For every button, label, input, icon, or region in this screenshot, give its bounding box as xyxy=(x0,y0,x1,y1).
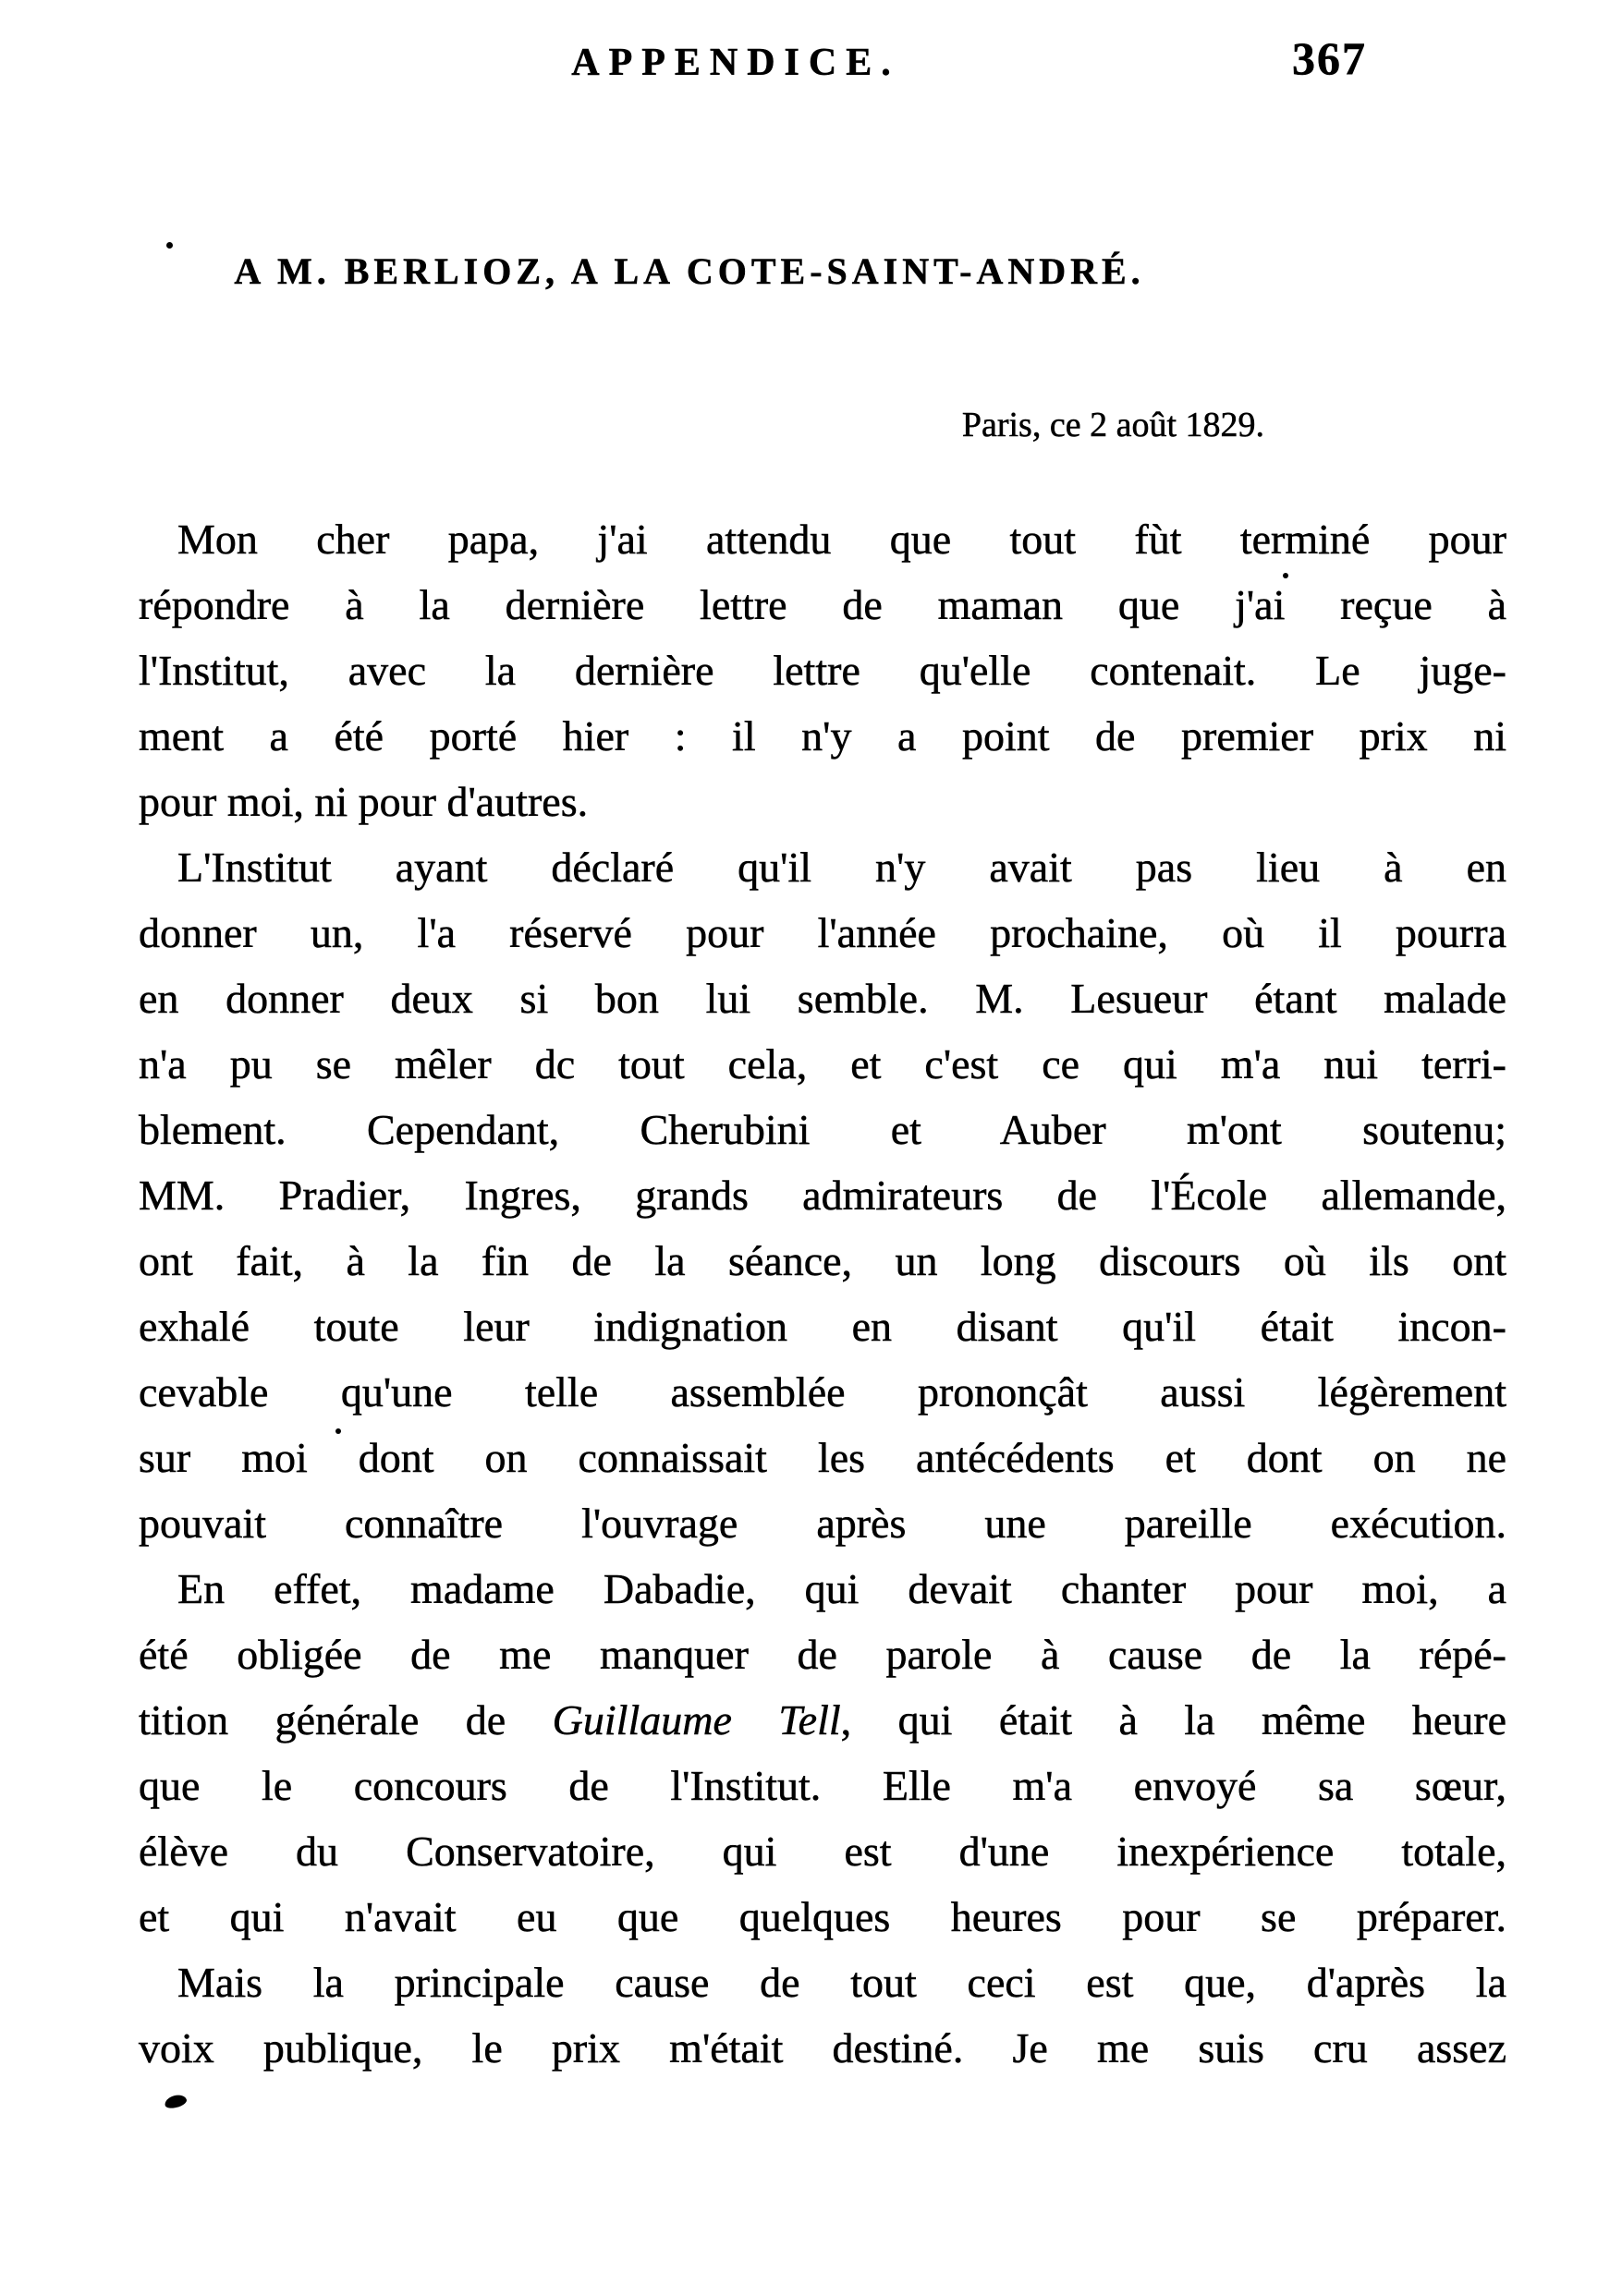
scan-artifact-dot xyxy=(335,1428,341,1434)
text-line: L'Institut ayant déclaré qu'il n'y avait pas lieu à en xyxy=(177,844,1506,891)
text-line: En effet, madame Dabadie, qui devait chanter pour moi, a xyxy=(177,1565,1506,1612)
text-line: Mon cher papa, j'ai attendu que tout fùt terminé pour xyxy=(177,516,1506,563)
text-line: ont fait, à la fin de la séance, un long discours où ils ont xyxy=(139,1237,1506,1284)
page-number: 367 xyxy=(1292,32,1367,84)
text-line: pouvait connaître l'ouvrage après une pareille exécution. xyxy=(139,1500,1506,1547)
text-line: en donner deux si bon lui semble. M. Lesueur étant malade xyxy=(139,975,1506,1022)
text-segment: tition générale de xyxy=(139,1696,553,1743)
text-line: Mais la principale cause de tout ceci est que, d'après la xyxy=(177,1959,1506,2006)
text-line: cevable qu'une telle assemblée prononçât aussi légèrement xyxy=(139,1368,1506,1415)
running-title: APPENDICE. xyxy=(571,42,900,84)
paragraph xyxy=(139,506,1506,834)
text-line: pour moi, ni pour d'autres. xyxy=(139,778,589,825)
text-line: sur moi dont on connaissait les antécédents et dont on ne xyxy=(139,1434,1506,1481)
text-line: blement. Cependant, Cherubini et Auber m'ont soutenu; xyxy=(139,1106,1506,1153)
text-line: élève du Conservatoire, qui est d'une inexpérience totale, xyxy=(139,1828,1506,1875)
text-line: que le concours de l'Institut. Elle m'a envoyé sa sœur, xyxy=(139,1762,1506,1809)
letter-heading: A M. BERLIOZ, A LA COTE-SAINT-ANDRÉ. xyxy=(234,250,1145,292)
text-line: n'a pu se mêler dc tout cela, et c'est ce qui m'a nui terri- xyxy=(139,1040,1506,1087)
text-line: voix publique, le prix m'était destiné. Je me suis cru assez xyxy=(139,2024,1506,2071)
letter-body xyxy=(139,506,1506,2081)
paragraph xyxy=(139,1556,1506,1950)
text-line xyxy=(139,1687,1506,1753)
text-line: été obligée de me manquer de parole à cause de la répé- xyxy=(139,1631,1506,1678)
text-line: MM. Pradier, Ingres, grands admirateurs de l'École allemande, xyxy=(139,1172,1506,1219)
text-line: l'Institut, avec la dernière lettre qu'elle contenait. Le juge- xyxy=(139,647,1506,694)
text-line: exhalé toute leur indignation en disant qu'il était incon- xyxy=(139,1303,1506,1350)
text-line: donner un, l'a réservé pour l'année prochaine, où il pourra xyxy=(139,909,1506,956)
letter-dateline: Paris, ce 2 août 1829. xyxy=(961,406,1264,444)
paragraph xyxy=(139,834,1506,1556)
work-title-italic: Guillaume Tell xyxy=(552,1696,841,1743)
text-line: répondre à la dernière lettre de maman que j'ai reçue à xyxy=(139,581,1506,628)
text-line: ment a été porté hier : il n'y a point de premier prix ni xyxy=(139,712,1506,759)
text-line: et qui n'avait eu que quelques heures pour se préparer. xyxy=(139,1893,1506,1940)
scan-artifact-dot xyxy=(166,242,173,249)
scan-artifact-dot xyxy=(1283,573,1288,578)
paragraph xyxy=(139,1950,1506,2081)
scan-artifact-mark xyxy=(164,2093,189,2110)
text-segment: , qui était à la même heure xyxy=(840,1696,1506,1743)
